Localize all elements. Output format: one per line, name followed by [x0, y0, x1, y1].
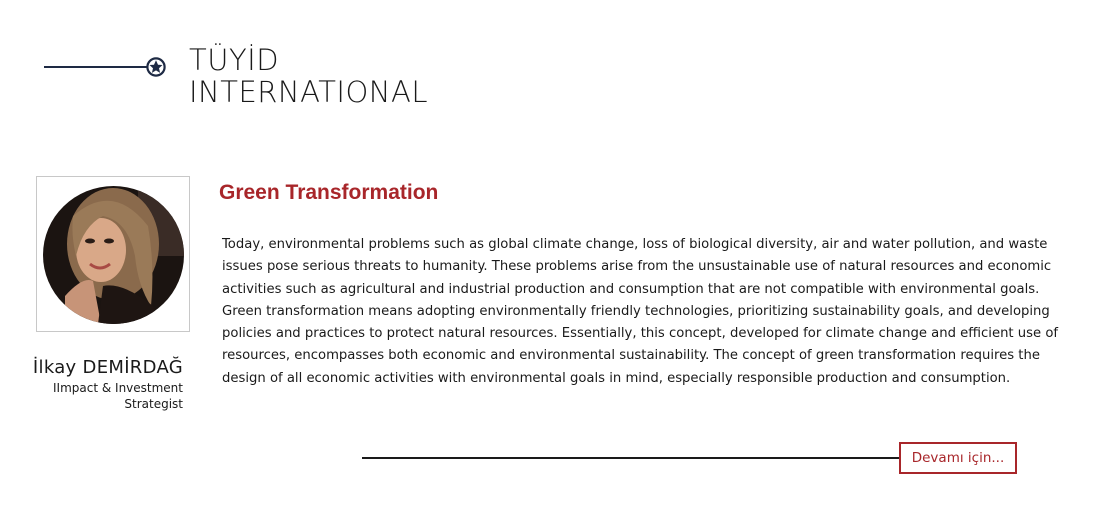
page-title: [189, 44, 428, 108]
article-body: [222, 234, 1062, 390]
page-title-line2: INTERNATIONAL: [189, 75, 428, 109]
author-name: İlkay DEMİRDAĞ: [32, 357, 183, 378]
page-title-line1: TÜYİD: [189, 43, 280, 77]
author-role: IImpact & Investment Strategist: [53, 381, 183, 411]
star-emblem-icon: [146, 57, 166, 77]
author-portrait: [43, 186, 184, 324]
article-paragraph: Today, environmental problems such as global climate change, loss of biological diversity, air and water pollution, and waste issues pose serious threats to humanity. These problems arise from the unsustainable use of natural resources and economic activities such as agricultural and industrial production and consumption that are not compatible with environmental goals. Green transformation means adopting environmentally friendly technologies, prioritizing sustainability goals, and developing policies and practices to protect natural resources. Essentially, this concept, developed for climate change and efficient use of resources, encompasses both economic and environmental sustainability. The concept of green transformation requires the design of all economic activities with environmental goals in mind, especially responsible production and consumption.: [222, 237, 1059, 386]
author-photo-frame: [36, 176, 190, 332]
header-divider-line: [44, 66, 148, 68]
read-more-button[interactable]: Devamı için...: [899, 442, 1017, 474]
footer-divider-line: [362, 457, 900, 459]
article-title: Green Transformation: [219, 181, 439, 204]
